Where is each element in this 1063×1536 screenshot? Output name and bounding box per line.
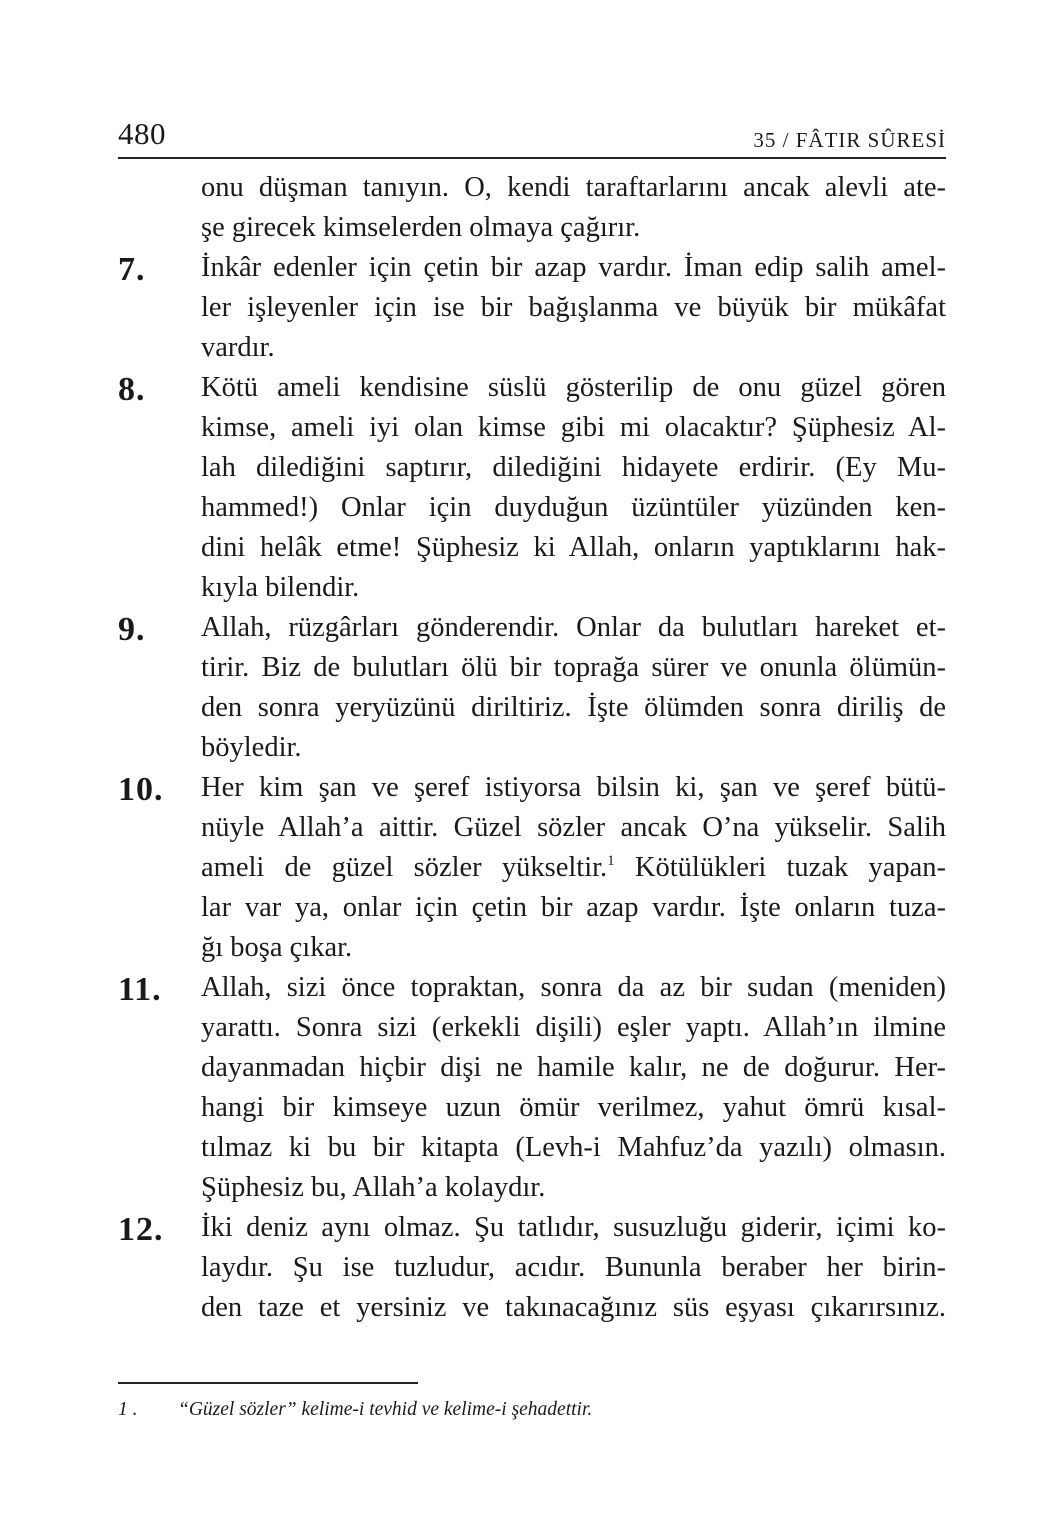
verse-number: 11. bbox=[118, 971, 162, 1008]
verse-8 bbox=[118, 368, 946, 608]
text-line: İki deniz aynı olmaz. Şu tatlıdır, susuzluğu giderir, içimi ko- bbox=[201, 1212, 946, 1243]
text-line: den taze et yersiniz ve takınacağınız süs eşyası çıkarırsınız. bbox=[201, 1292, 946, 1323]
text-line: Allah, sizi önce topraktan, sonra da az bir sudan (meniden) bbox=[201, 972, 946, 1003]
footnote-text: “Güzel sözler” kelime-i tevhid ve kelime-i şehadettir. bbox=[178, 1399, 593, 1420]
verse-10 bbox=[118, 768, 946, 968]
text-line: onu düşman tanıyın. O, kendi taraftarlarını ancak alevli ate- bbox=[201, 172, 946, 203]
footnote bbox=[118, 1396, 946, 1424]
text-line: şe girecek kimselerden olmaya çağırır. bbox=[201, 212, 641, 243]
text-line: tirir. Biz de bulutları ölü bir toprağa sürer ve onunla ölümün- bbox=[201, 652, 946, 683]
text-line: nüyle Allah’a aittir. Güzel sözler ancak O’na yükselir. Salih bbox=[201, 812, 946, 843]
text-line: Şüphesiz bu, Allah’a kolaydır. bbox=[201, 1172, 546, 1203]
footnote-reference: 1 bbox=[607, 853, 615, 869]
text-line: lar var ya, onlar için çetin bir azap vardır. İşte onların tuza- bbox=[201, 892, 946, 923]
text-line: İnkâr edenler için çetin bir azap vardır. İman edip salih amel- bbox=[201, 252, 946, 283]
text-line: Allah, rüzgârları gönderendir. Onlar da bulutları hareket et- bbox=[201, 612, 946, 643]
verse-7 bbox=[118, 248, 946, 368]
text-line: kıyla bilendir. bbox=[201, 572, 360, 603]
verse-number: 8. bbox=[118, 371, 146, 408]
text-line: yarattı. Sonra sizi (erkekli dişili) eşler yaptı. Allah’ın ilmine bbox=[201, 1012, 946, 1043]
text-line: dini helâk etme! Şüphesiz ki Allah, onların yaptıklarını hak- bbox=[201, 532, 946, 563]
page-header bbox=[118, 112, 946, 159]
running-title: 35 / FÂTIR SÛRESİ bbox=[753, 128, 946, 152]
text-line-with-footnote-ref bbox=[201, 848, 946, 888]
text-line: böyledir. bbox=[201, 732, 302, 763]
footnote-divider bbox=[118, 1382, 418, 1384]
verse-number: 12. bbox=[118, 1211, 164, 1248]
verse-11 bbox=[118, 968, 946, 1208]
text-line: lah dilediğini saptırır, dilediğini hidayete erdirir. (Ey Mu- bbox=[201, 452, 946, 483]
text-line: hangi bir kimseye uzun ömür verilmez, yahut ömrü kısal- bbox=[201, 1092, 946, 1123]
text-line: den sonra yeryüzünü diriltiriz. İşte ölümden sonra diriliş de bbox=[201, 692, 946, 723]
text-line: hammed!) Onlar için duyduğun üzüntüler yüzünden ken- bbox=[201, 492, 946, 523]
text-line: Her kim şan ve şeref istiyorsa bilsin ki, şan ve şeref bütü- bbox=[201, 772, 946, 803]
text-line: Kötü ameli kendisine süslü gösterilip de onu güzel gören bbox=[201, 372, 946, 403]
text-line: tılmaz ki bu bir kitapta (Levh-i Mahfuz’da yazılı) olmasın. bbox=[201, 1132, 946, 1163]
verse-continuation bbox=[118, 168, 946, 248]
verse-number: 10. bbox=[118, 771, 164, 808]
footnote-number: 1 . bbox=[118, 1399, 138, 1420]
text-line: laydır. Şu ise tuzludur, acıdır. Bununla beraber her birin- bbox=[201, 1252, 946, 1283]
verse-9 bbox=[118, 608, 946, 768]
verse-12 bbox=[118, 1208, 946, 1328]
text-segment: ameli de güzel sözler yükseltir. bbox=[201, 852, 608, 883]
page-number: 480 bbox=[118, 116, 166, 151]
text-line: dayanmadan hiçbir dişi ne hamile kalır, ne de doğurur. Her- bbox=[201, 1052, 946, 1083]
verse-number: 7. bbox=[118, 251, 146, 288]
text-line: ler işleyenler için ise bir bağışlanma ve büyük bir mükâfat bbox=[201, 292, 946, 323]
text-line: kimse, ameli iyi olan kimse gibi mi olacaktır? Şüphesiz Al- bbox=[201, 412, 946, 443]
body-text bbox=[118, 168, 946, 1328]
text-line: ğı boşa çıkar. bbox=[201, 932, 353, 963]
text-line: vardır. bbox=[201, 332, 275, 363]
verse-number: 9. bbox=[118, 611, 146, 648]
text-segment: Kötülükleri tuzak yapan- bbox=[614, 852, 947, 883]
